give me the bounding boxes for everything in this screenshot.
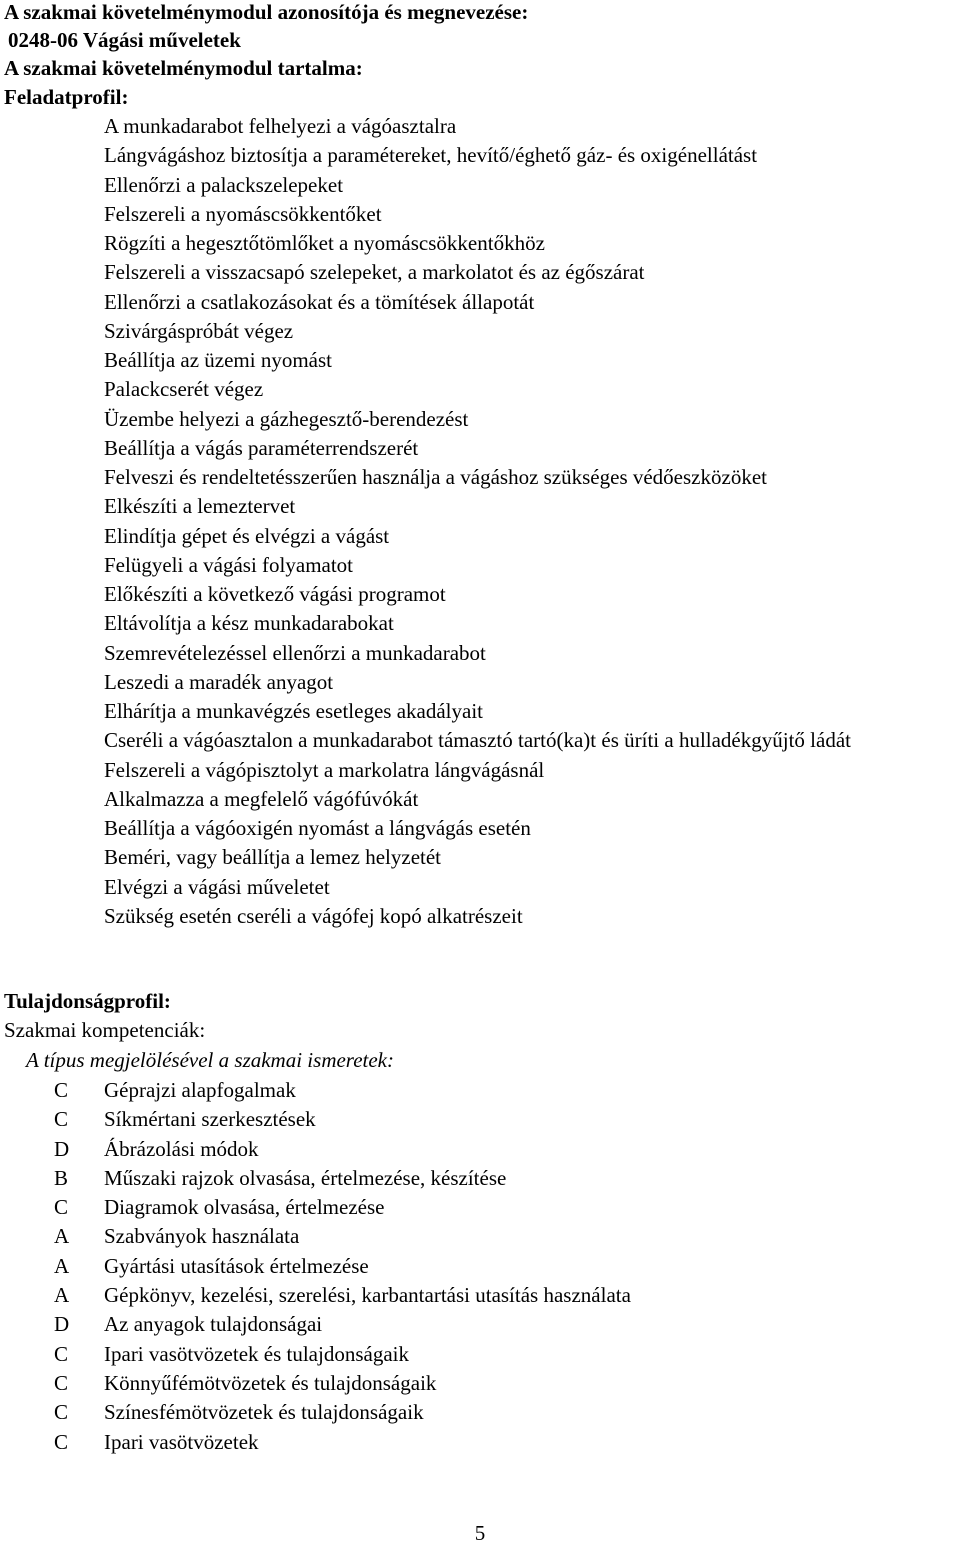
property-profile-label: Tulajdonságprofil: [4, 989, 171, 1013]
knowledge-label: A típus megjelölésével a szakmai ismeretek: [26, 1048, 394, 1072]
task-item: Felszereli a nyomáscsökkentőket [104, 201, 382, 226]
task-item: Beállítja a vágás paraméterrendszerét [104, 435, 419, 460]
task-item: Felszereli a visszacsapó szelepeket, a markolatot és az égőszárat [104, 260, 645, 285]
knowledge-text: Ipari vasötvözetek [104, 1429, 259, 1454]
knowledge-text: Szabványok használata [104, 1224, 300, 1249]
knowledge-level: A [54, 1224, 70, 1249]
knowledge-level: A [54, 1283, 70, 1308]
knowledge-text: Géprajzi alapfogalmak [104, 1078, 296, 1102]
knowledge-text: Ábrázolási módok [104, 1136, 259, 1161]
knowledge-text: Gyártási utasítások értelmezése [104, 1253, 369, 1278]
knowledge-row [0, 1135, 960, 1164]
knowledge-row [0, 1193, 960, 1222]
content-label: A szakmai követelménymodul tartalma: [4, 56, 363, 80]
knowledge-level: C [54, 1341, 69, 1366]
task-item: Előkészíti a következő vágási programot [104, 582, 446, 606]
knowledge-row [0, 1340, 960, 1369]
knowledge-text: Síkmértani szerkesztések [104, 1107, 316, 1132]
task-item: Elvégzi a vágási műveletet [104, 874, 330, 899]
module-code-name: 0248-06 Vágási műveletek [8, 28, 241, 52]
task-item: Beméri, vagy beállítja a lemez helyzetét [104, 845, 442, 870]
knowledge-row [0, 1369, 960, 1398]
knowledge-row [0, 1105, 960, 1134]
task-item: Felügyeli a vágási folyamatot [104, 552, 354, 577]
task-item: Elhárítja a munkavégzés esetleges akadályait [104, 699, 483, 723]
knowledge-level: C [54, 1370, 69, 1395]
knowledge-text: Műszaki rajzok olvasása, értelmezése, készítése [104, 1165, 507, 1190]
module-label: A szakmai követelménymodul azonosítója és megnevezése: [4, 0, 529, 24]
task-item: Ellenőrzi a palackszelepeket [104, 172, 344, 197]
knowledge-row [0, 1164, 960, 1193]
knowledge-row [0, 1281, 960, 1310]
knowledge-row [0, 1076, 960, 1105]
task-item: Leszedi a maradék anyagot [104, 669, 334, 694]
task-item: Felveszi és rendeltetésszerűen használja a vágáshoz szükséges védőeszközöket [104, 465, 767, 489]
knowledge-text: Könnyűfémötvözetek és tulajdonságaik [104, 1370, 437, 1395]
knowledge-level: C [54, 1429, 69, 1454]
task-item: Szemrevételezéssel ellenőrzi a munkadarabot [104, 640, 486, 665]
task-item: Cseréli a vágóasztalon a munkadarabot támasztó tartó(ka)t és üríti a hulladékgyűjtő ládát [104, 728, 851, 753]
task-profile-label: Feladatprofil: [4, 85, 129, 109]
knowledge-level: D [54, 1312, 70, 1337]
task-item: Szivárgáspróbát végez [104, 318, 294, 343]
task-list [104, 112, 954, 931]
knowledge-level: C [54, 1195, 69, 1220]
page-number: 5 [474, 1521, 486, 1545]
knowledge-level: B [54, 1165, 69, 1190]
knowledge-row [0, 1428, 960, 1457]
knowledge-level: C [54, 1078, 69, 1102]
task-item: Ellenőrzi a csatlakozásokat és a tömítések állapotát [104, 289, 535, 314]
knowledge-row [0, 1398, 960, 1427]
task-item: Lángvágáshoz biztosítja a paramétereket, hevítő/éghető gáz- és oxigénellátást [104, 143, 758, 168]
competencies-label: Szakmai kompetenciák: [4, 1018, 206, 1042]
task-item: Rögzíti a hegesztőtömlőket a nyomáscsökkentőkhöz [104, 231, 545, 255]
task-item: A munkadarabot felhelyezi a vágóasztalra [104, 114, 457, 138]
task-item: Elkészíti a lemeztervet [104, 494, 296, 519]
knowledge-level: C [54, 1107, 69, 1132]
knowledge-level: D [54, 1136, 70, 1161]
knowledge-level: A [54, 1253, 70, 1278]
task-item: Beállítja az üzemi nyomást [104, 348, 333, 372]
task-item: Felszereli a vágópisztolyt a markolatra lángvágásnál [104, 757, 545, 782]
knowledge-text: Gépkönyv, kezelési, szerelési, karbantartási utasítás használata [104, 1283, 631, 1308]
knowledge-text: Diagramok olvasása, értelmezése [104, 1195, 385, 1220]
task-item: Palackcserét végez [104, 377, 264, 402]
task-item: Szükség esetén cseréli a vágófej kopó alkatrészeit [104, 903, 523, 928]
knowledge-text: Az anyagok tulajdonságai [104, 1312, 323, 1337]
task-item: Eltávolítja a kész munkadarabokat [104, 611, 394, 636]
task-item: Beállítja a vágóoxigén nyomást a lángvágás esetén [104, 816, 531, 840]
knowledge-list [0, 1076, 960, 1457]
knowledge-text: Ipari vasötvözetek és tulajdonságaik [104, 1341, 409, 1366]
knowledge-text: Színesfémötvözetek és tulajdonságaik [104, 1400, 424, 1425]
knowledge-level: C [54, 1400, 69, 1425]
knowledge-row [0, 1310, 960, 1339]
task-item: Elindítja gépet és elvégzi a vágást [104, 523, 390, 548]
task-item: Alkalmazza a megfelelő vágófúvókát [104, 786, 419, 811]
task-item: Üzembe helyezi a gázhegesztő-berendezést [104, 406, 469, 431]
knowledge-row [0, 1252, 960, 1281]
knowledge-row [0, 1222, 960, 1251]
